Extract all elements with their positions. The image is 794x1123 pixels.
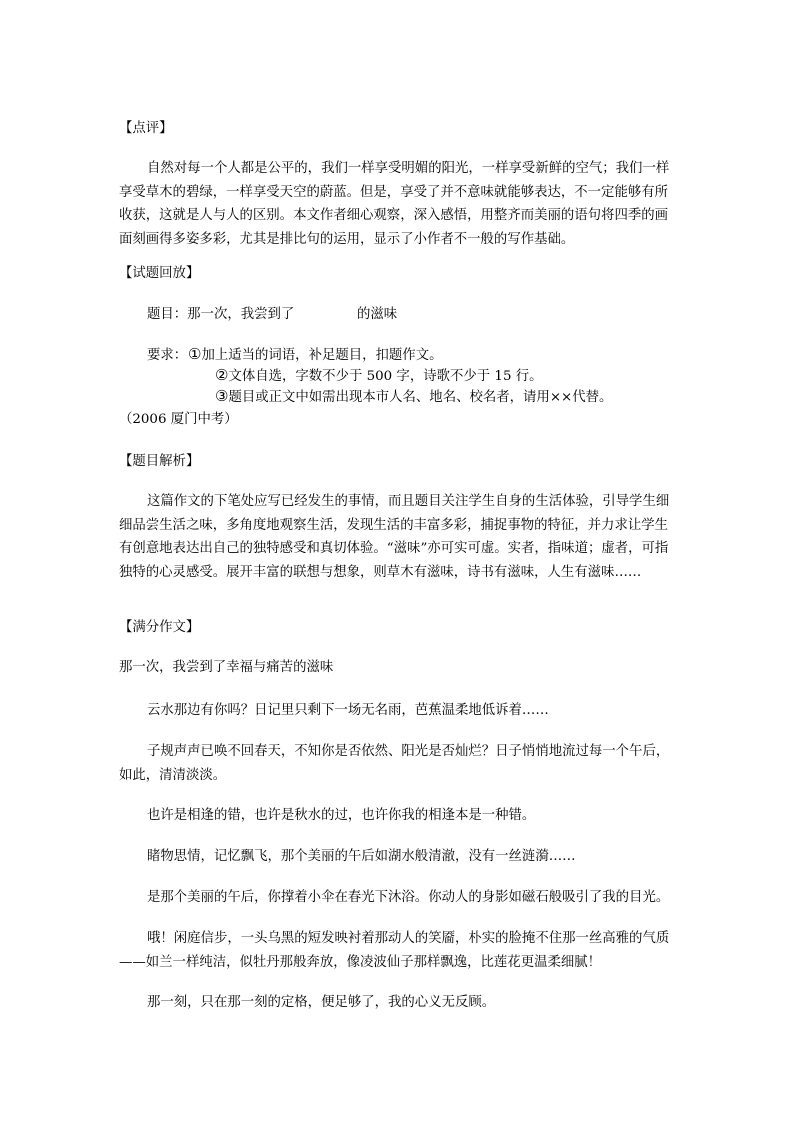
exam-topic-label: 题目：那一次，我尝到了 <box>147 307 295 322</box>
review-paragraph: 自然对每一个人都是公平的，我们一样享受明媚的阳光，一样享受新鲜的空气；我们一样享受草木的碧绿，一样享受天空的蔚蓝。但是，享受了并不意味就能够表达，不一定能够有所收获，这就是人与人的区别。本文作者细心观察，深入感悟，用整齐而美丽的语句将四季的画面刻画得多姿多彩，尤其是排比句的运用，显示了小作者不一般的写作基础。 <box>119 161 670 247</box>
requirement-number: ② <box>215 366 229 384</box>
essay-paragraph: 子规声声已唤不回春天，不知你是否依然、阳光是否灿烂？日子悄悄地流过每一个午后，如此，清清淡淡。 <box>119 744 670 783</box>
exam-source: （2006 厦门中考） <box>119 412 238 427</box>
analysis-paragraph: 这篇作文的下笔处应写已经发生的事情，而且题目关注学生自身的生活体验，引导学生细细品尝生活之味，多角度地观察生活，发现生活的丰富多彩，捕捉事物的特征，并力求让学生有创意地表达出自己的独特感受和真切体验。“滋味”亦可实可虚。实者，指味道；虚者，可指独特的心灵感受。展开丰富的联想与想象，则草木有滋味，诗书有滋味，人生有滋味…… <box>119 494 670 580</box>
requirement-text: 题目或正文中如需出现本市人名、地名、校名者，请用××代替。 <box>228 390 613 405</box>
exam-topic-suffix: 的滋味 <box>357 307 398 322</box>
exam-requirements-label: 要求： <box>147 348 188 363</box>
essay-paragraph: 云水那边有你吗？日记里只剩下一场无名雨，芭蕉温柔地低诉着…… <box>147 703 549 718</box>
review-heading: 【点评】 <box>119 121 173 136</box>
requirement-text: 文体自选，字数不少于 500 字，诗歌不少于 15 行。 <box>228 369 543 384</box>
essay-paragraph: 也许是相逢的错，也许是秋水的过，也许你我的相逢本是一种错。 <box>147 808 536 823</box>
exam-heading: 【试题回放】 <box>119 266 200 281</box>
requirement-item-3 <box>215 386 612 408</box>
essay-paragraph: 睹物思情，记忆飘飞，那个美丽的午后如湖水般清澈，没有一丝涟漪…… <box>147 849 576 864</box>
requirement-item-1 <box>188 344 442 366</box>
essay-title: 那一次，我尝到了幸福与痛苦的滋味 <box>119 660 334 675</box>
requirement-number: ③ <box>215 387 229 405</box>
essay-paragraph: 那一刻，只在那一刻的定格，便足够了，我的心义无反顾。 <box>147 995 496 1010</box>
essay-paragraph: 是那个美丽的午后，你撑着小伞在春光下沐浴。你动人的身影如磁石般吸引了我的目光。 <box>147 890 670 905</box>
requirement-item-2 <box>215 365 543 387</box>
analysis-heading: 【题目解析】 <box>119 454 200 469</box>
essay-heading: 【满分作文】 <box>119 620 200 635</box>
essay-paragraph: 哦！闲庭信步，一头乌黑的短发映衬着那动人的笑靥，朴实的脸掩不住那一丝高雅的气质——如兰一样纯洁，似牡丹那般奔放，像凌波仙子那样飘逸，比莲花更温柔细腻！ <box>119 931 670 970</box>
requirement-number: ① <box>188 345 202 363</box>
requirement-text: 加上适当的词语，补足题目，扣题作文。 <box>201 348 443 363</box>
